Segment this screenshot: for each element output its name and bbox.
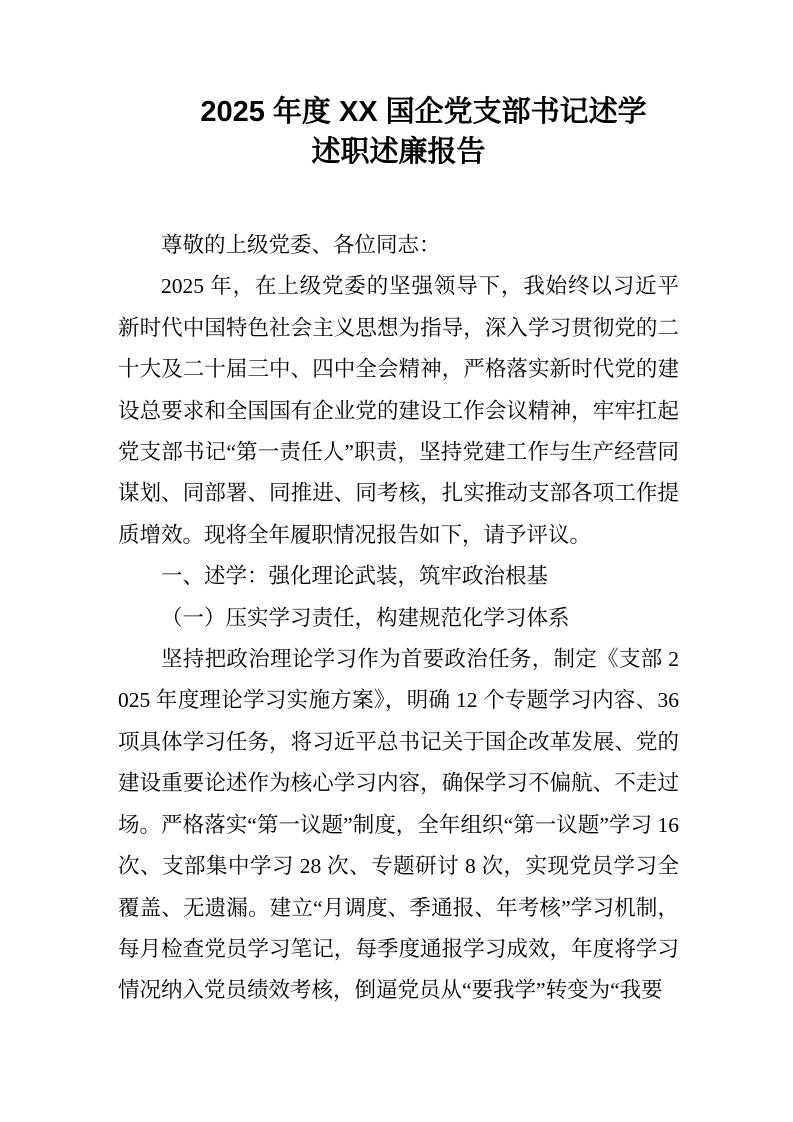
body-paragraph-theory-learning: 坚持把政治理论学习作为首要政治任务，制定《支部 2025 年度理论学习实施方案》，明确 12 个专题学习内容、36 项具体学习任务，将习近平总书记关于国企改革发展、党的建设重要论述作为核心学习内容，确保学习不偏航、不走过场。严格落实“第一议题”制度，全年组织“第一议题”学习 16 次、支部集中学习 28 次、专题研讨 8 次，实现党员学习全覆盖、无遗漏。建立“月调度、季通报、年考核”学习机制，每月检查党员学习笔记，每季度通报学习成效，年度将学习情况纳入党员绩效考核，倒逼党员从“要我学”转变为“我要 xyxy=(118,647,679,1003)
title-line-1: 2025 年度 XX 国企党支部书记述学 xyxy=(200,96,647,128)
intro-paragraph: 2025 年，在上级党委的坚强领导下，我始终以习近平新时代中国特色社会主义思想为指导，深入学习贯彻党的二十大及二十届三中、四中全会精神，严格落实新时代党的建设总要求和全国国有企业党的建设工作会议精神，牢牢扛起党支部书记“第一责任人”职责，坚持党建工作与生产经营同谋划、同部署、同推进、同考核，扎实推动支部各项工作提质增效。现将全年履职情况报告如下，请予评议。 xyxy=(118,274,679,547)
title-line-2: 述职述廉报告 xyxy=(311,136,486,168)
subsection-heading-1-1: （一）压实学习责任，构建规范化学习体系 xyxy=(161,605,570,630)
salutation-line: 尊敬的上级党委、各位同志： xyxy=(161,233,441,257)
section-heading-1: 一、述学：强化理论武装，筑牢政治根基 xyxy=(161,564,549,589)
document-title xyxy=(118,92,679,172)
document-body xyxy=(118,225,679,1012)
